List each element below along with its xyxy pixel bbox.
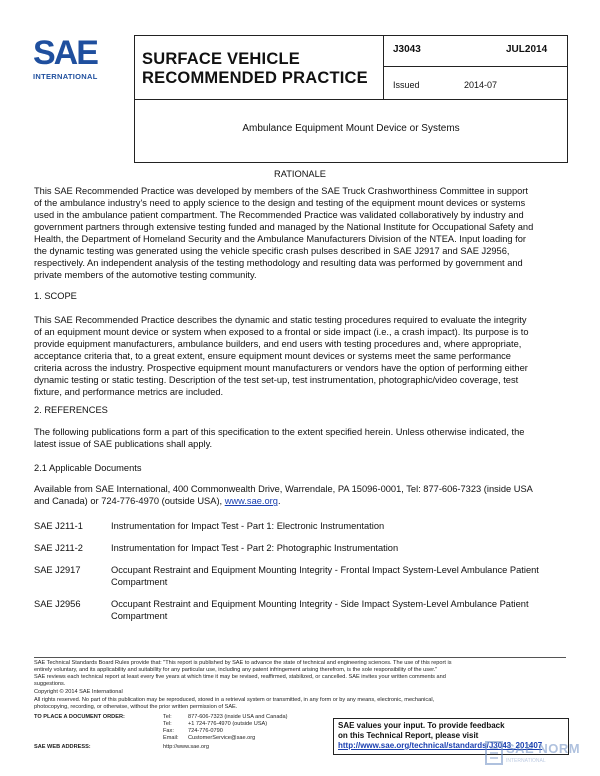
text-line: of the ambulance industry's need to apply science to the design and testing of the equipment mount devices or systems — [34, 198, 526, 208]
feedback-line: SAE values your input. To provide feedback — [338, 721, 505, 730]
text-line: This SAE Recommended Practice was developed by members of the SAE Truck Crashworthiness Committee in support — [34, 186, 528, 196]
ref-title: Instrumentation for Impact Test - Part 1: Electronic Instrumentation — [111, 521, 385, 531]
text-line: used in the ambulance patient compartment. The Recommended Practice was validated collaboratively by industry and — [34, 210, 524, 220]
text-line: photocopying, recording, or otherwise, without the prior written permission of SAE. — [34, 704, 238, 710]
text-line: Health, the Department of Homeland Security and the Ambulance Manufacturers Division of the NTEA. Input loading for — [34, 234, 526, 244]
text-line: dynamic testing or static testing. Description of the test set-up, test instrumentation, photographic/video coverage, test — [34, 375, 519, 385]
watermark — [484, 738, 584, 768]
doc-number: J3043 — [393, 44, 421, 55]
text-line: suggestions. — [34, 681, 66, 687]
contact-value: 724-776-0790 — [188, 728, 223, 734]
text-line: private members of the automotive testing community. — [34, 270, 257, 280]
ref-title: Occupant Restraint and Equipment Mounting Integrity - Side Impact System-Level Ambulance Patient Compartment — [111, 599, 529, 621]
text-line: entirely voluntary, and its applicability and suitability for any particular use, including any patent infringement arising therefrom, is the sole responsibility of the user." — [34, 667, 438, 673]
text-line: of an equipment mount device or system when exposed to a frontal or side impact (i.e., a crash impact). Its purpose is to — [34, 327, 529, 337]
policy-notice — [34, 660, 566, 688]
rationale-paragraph — [34, 185, 566, 281]
text-line: fixture, and performance metrics are included. — [34, 387, 224, 397]
text-line: This SAE Recommended Practice describes the dynamic and static testing procedures required to evaluate the integrity — [34, 315, 527, 325]
contact-label: Email: — [163, 735, 179, 741]
applicable-docs-heading: 2.1 Applicable Documents — [34, 463, 142, 473]
availability-paragraph — [34, 483, 566, 507]
feedback-url-link[interactable]: http://www.sae.org/technical/standards/J3043_201407 — [338, 741, 543, 750]
web-value[interactable]: http://www.sae.org — [163, 744, 210, 750]
header-divider-vertical — [383, 35, 384, 99]
watermark-logo-icon — [484, 740, 504, 766]
rights-notice — [34, 697, 566, 711]
text-fragment: . — [277, 496, 281, 506]
doc-type-line1: SURFACE VEHICLE — [142, 50, 300, 68]
ref-code: SAE J211-2 — [34, 543, 83, 553]
contact-label: Tel: — [163, 721, 172, 727]
text-line: acceptance criteria that, to a great extent, ensure equipment mount devices or systems meet the same performance — [34, 351, 511, 361]
ref-code: SAE J2956 — [34, 599, 81, 609]
footer-rule — [34, 657, 566, 658]
scope-heading: 1. SCOPE — [34, 291, 77, 301]
text-line: government partners through extensive testing funded and managed by the National Institute for Occupational Safety and — [34, 222, 534, 232]
doc-type-line2: RECOMMENDED PRACTICE — [142, 69, 368, 87]
header-divider-number — [383, 66, 568, 67]
contact-value: CustomerService@sae.org — [188, 735, 256, 741]
contact-value: 877-606-7323 (inside USA and Canada) — [188, 714, 288, 720]
text-line: the dynamic testing was generated using the vehicle specific crash pulses described in SAE J2917 and SAE J2956, — [34, 246, 510, 256]
text-line: Available from SAE International, 400 Commonwealth Drive, Warrendale, PA 15096-0001, Tel: 877-606-7323 (inside USA — [34, 484, 533, 494]
text-line: SAE reviews each technical report at least every five years at which time it may be revised, reaffirmed, stabilized, or cancelled. SAE invites your written comments and — [34, 674, 446, 680]
ref-code: SAE J2917 — [34, 565, 81, 575]
sae-website-link[interactable]: www.sae.org — [224, 496, 278, 506]
text-line: criteria across the industry. Prospective equipment mount manufacturers or vendors have the option of performing either — [34, 363, 528, 373]
text-line: provide equipment manufacturers, ambulance builders, and end users with testing procedures and, where appropriate, — [34, 339, 522, 349]
rationale-heading: RATIONALE — [273, 169, 326, 179]
issued-value: 2014-07 — [464, 80, 498, 90]
watermark-text: SAE NORM — [506, 741, 581, 756]
ref-title: Instrumentation for Impact Test - Part 2: Photographic Instrumentation — [111, 543, 399, 553]
text-line: respectively. An independent analysis of the testing methodology and resulting data was performed by government and — [34, 258, 523, 268]
watermark-subtext: INTERNATIONAL — [506, 758, 546, 764]
logo-subtitle: INTERNATIONAL — [33, 72, 98, 81]
sae-logo — [33, 34, 113, 88]
scope-paragraph — [34, 314, 566, 398]
contact-value: +1 724-776-4970 (outside USA) — [188, 721, 268, 727]
copyright: Copyright © 2014 SAE International — [34, 689, 123, 695]
ref-code: SAE J211-1 — [34, 521, 83, 531]
web-label: SAE WEB ADDRESS: — [34, 744, 91, 750]
text-line: The following publications form a part of this specification to the extent specified herein. Unless otherwise indicated, the — [34, 427, 525, 437]
text-line — [34, 495, 566, 507]
feedback-line: on this Technical Report, please visit — [338, 731, 479, 740]
text-line: SAE Technical Standards Board Rules provide that: "This report is published by SAE to advance the state of technical and engineering sciences. The use of this report is — [34, 660, 452, 666]
text-line: All rights reserved. No part of this publication may be reproduced, stored in a retrieval system or transmitted, in any form or by any means, electronic, mechanical, — [34, 697, 435, 703]
header-divider-horizontal — [134, 99, 568, 100]
doc-title: Ambulance Equipment Mount Device or Systems — [242, 123, 460, 134]
doc-date: JUL2014 — [506, 44, 548, 55]
issued-label: Issued — [393, 80, 420, 90]
contact-label: Fax: — [163, 728, 174, 734]
order-label: TO PLACE A DOCUMENT ORDER: — [34, 714, 125, 720]
references-paragraph — [34, 426, 566, 450]
logo-wordmark: SAE — [33, 34, 97, 72]
text-fragment: and Canada) or 724-776-4970 (outside USA), — [34, 496, 225, 506]
ref-title: Occupant Restraint and Equipment Mounting Integrity - Frontal Impact System-Level Ambulance Patient Compartment — [111, 565, 539, 587]
references-heading: 2. REFERENCES — [34, 405, 108, 415]
contact-label: Tel: — [163, 714, 172, 720]
text-line: latest issue of SAE publications shall apply. — [34, 439, 213, 449]
